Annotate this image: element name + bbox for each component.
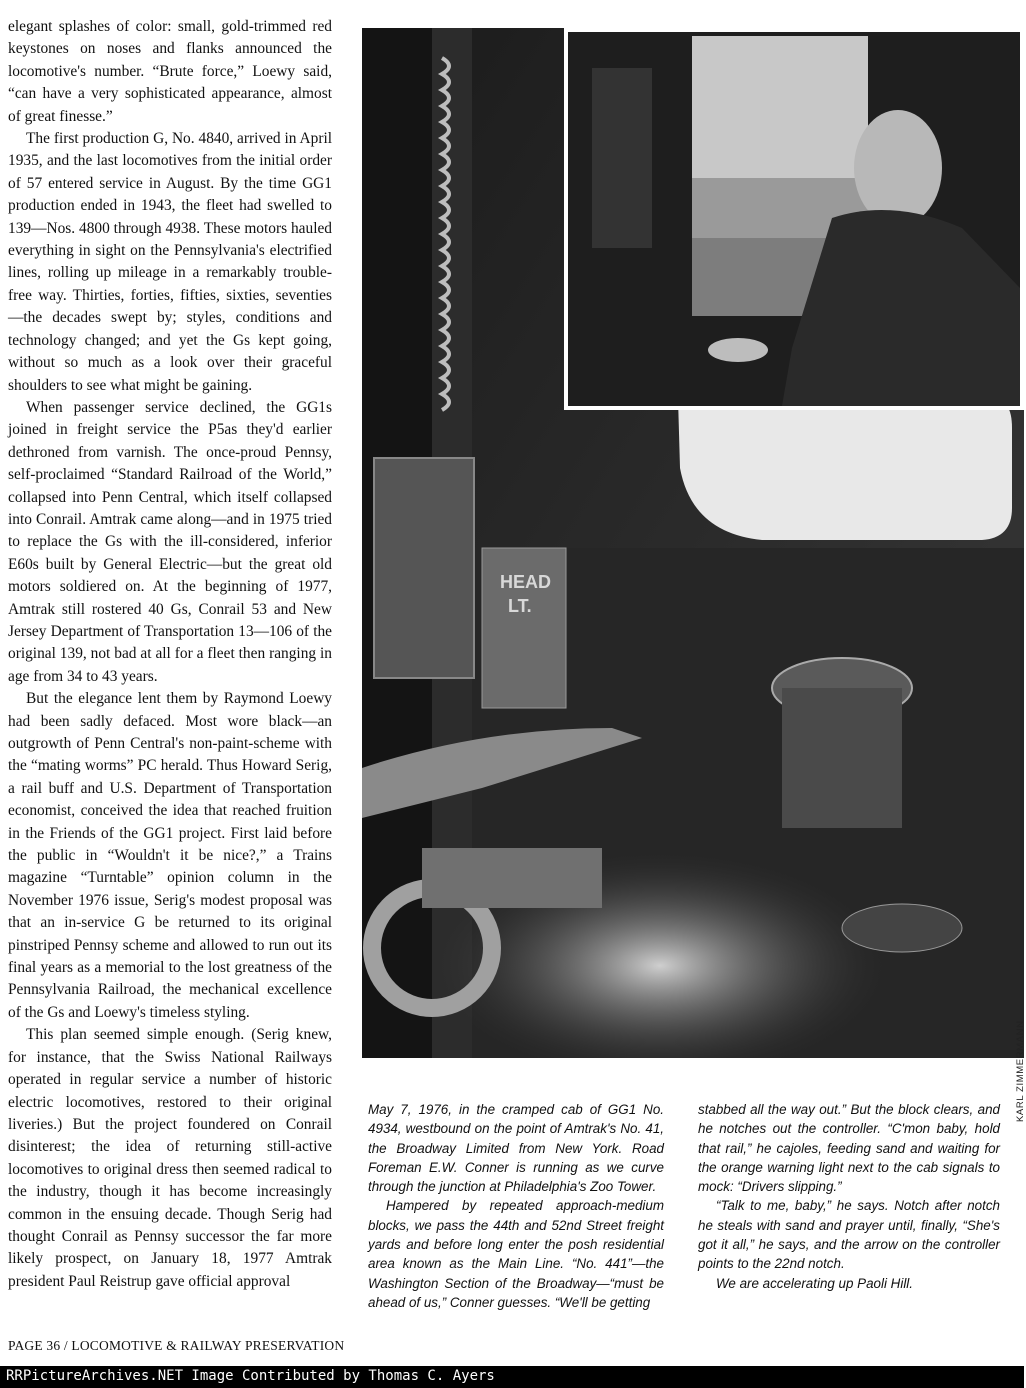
caption-paragraph: Hampered by repeated approach-medium blocks, we pass the 44th and 52nd Street freight yards and before long enter the posh residential area known as the Main Line. “No. 441”—the Washington Section of the Broadway—“must be ahead of us,” Conner guesses. “We'll be getting	[368, 1198, 664, 1310]
caption-paragraph: stabbed all the way out.” But the block clears, and he notches out the controller. “C'mon baby, hold that rail,” he cajoles, feeding sand and waiting for the orange warning light next to the cab signals to mock: “Drivers slipping.”	[698, 1102, 1000, 1195]
nameplate-box	[374, 458, 474, 678]
inset-photo-engineer	[568, 32, 1020, 406]
article-paragraph: This plan seemed simple enough. (Serig knew, for instance, that the Swiss National Railways operated in regular service a number of historic electric locomotives, restored to their original liveries.) But the project foundered on Conrail disinterest; the idea of returning still-active locomotives to original dress then seemed radical to the industry, though it has become increasingly common in the ensuing decade. Though Serig had thought Conrail as Pennsy successor the far more likely prospect, on January 18, 1977 Amtrak president Paul Reistrup gave official approval	[8, 1026, 332, 1290]
article-paragraph: But the elegance lent them by Raymond Loewy had been sadly defaced. Most wore black—an outgrowth of Penn Central's non-paint-scheme with the “mating worms” PC herald. Thus Howard Serig, a rail buff and U.S. Department of Transportation economist, conceived the idea that reached fruition in the Friends of the GG1 project. First laid before the public in “Wouldn't it be nice?,” a Trains magazine “Turntable” opinion column in the November 1976 issue, Serig's modest proposal was that an in-service G be returned to its original pinstriped Pennsy scheme and allowed to run out its final years as a memorial to the lost greatness of the Pennsylvania Railroad, the mechanical excellence of the Gs and Loewy's timeless styling.	[8, 690, 332, 1021]
cab-photo	[362, 28, 1024, 1058]
caption-column-1	[368, 1100, 664, 1312]
caption-column-2	[698, 1100, 1000, 1293]
photo-credit-text: KARL ZIMMERMANN	[1015, 1020, 1026, 1122]
article-paragraph: When passenger service declined, the GG1s joined in freight service the P5as they'd earlier dethroned from varnish. The once-proud Pennsy, self-proclaimed “Standard Railroad of the World,” collapsed into Penn Central, which itself collapsed into Conrail. Amtrak came along—and in 1975 tried to replace the Gs with the ill-considered, inferior E60s built by General Electric—but the great old motors soldiered on. At the beginning of 1977, Amtrak still rostered 40 Gs, Conrail 53 and New Jersey Department of Transportation 13—106 of the original 139, not bad at all for a fleet then ranging in age from 34 to 43 years.	[8, 398, 332, 685]
engineer-head	[854, 110, 942, 226]
article-body	[8, 16, 332, 1293]
watermark-text: RRPictureArchives.NET Image Contributed by Thomas C. Ayers	[6, 1368, 495, 1384]
caption-paragraph: May 7, 1976, in the cramped cab of GG1 No. 4934, westbound on the point of Amtrak's No. 41, the Broadway Limited from New York. Road Foreman E.W. Conner is running as we curve through the junction at Philadelphia's Zoo Tower.	[368, 1102, 664, 1195]
photo-credit	[1003, 1012, 1026, 1122]
caption-paragraph: “Talk to me, baby,” he says. Notch after notch he steals with sand and prayer until, finally, “She's got it all,” he says, and the arrow on the controller points to the 22nd notch.	[698, 1198, 1000, 1272]
caption-paragraph: We are accelerating up Paoli Hill.	[716, 1275, 913, 1291]
article-paragraph: elegant splashes of color: small, gold-trimmed red keystones on noses and flanks announced the locomotive's number. “Brute force,” Loewy said, “can have a very sophisticated appearance, almost of great finesse.”	[8, 18, 332, 125]
stencil-head: HEAD	[500, 572, 552, 592]
page-footer: PAGE 36 / LOCOMOTIVE & RAILWAY PRESERVATION	[8, 1338, 345, 1353]
stencil-lt: LT.	[508, 596, 532, 616]
article-paragraph: The first production G, No. 4840, arrived in April 1935, and the last locomotives from the initial order of 57 entered service in August. By the time GG1 production ended in 1943, the fleet had swelled to 139—Nos. 4800 through 4938. These motors hauled everything in sight on the Pennsylvania's electrified lines, rolling up mileage in a remarkably trouble-free way. Thirties, forties, fifties, sixties, seventies—the decades swept by; styles, conditions and technology changed; and yet the Gs kept going, without so much as a look over their graceful shoulders to see what might be gaining.	[8, 130, 332, 394]
cab-window	[678, 398, 1012, 540]
watermark-bar	[0, 1366, 1024, 1388]
cab-photo-illustration	[362, 28, 1024, 1058]
